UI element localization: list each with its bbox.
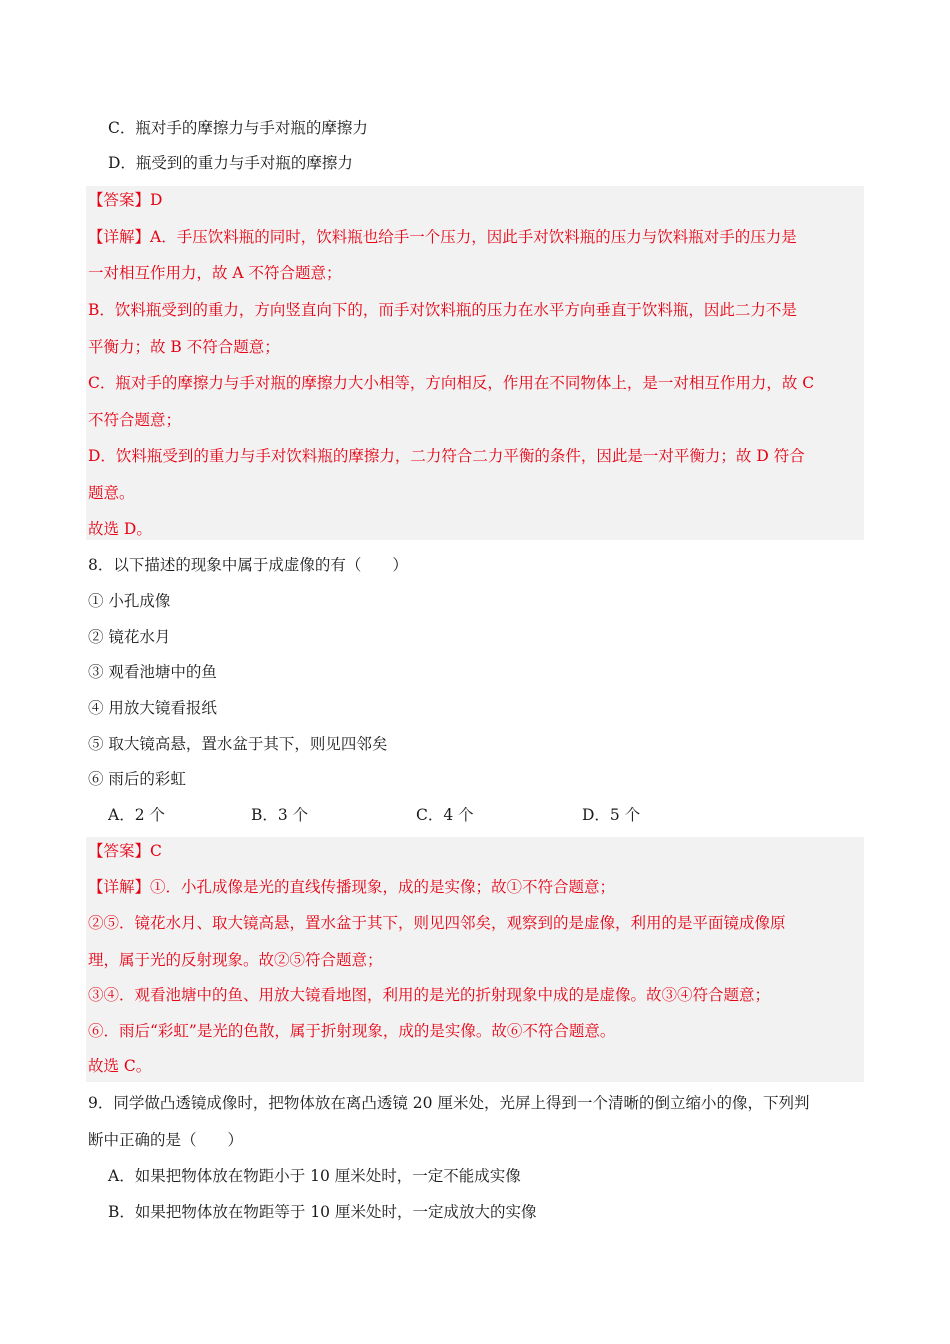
q8-analysis-line: ⑥．雨后“彩虹”是光的色散，属于折射现象，成的是实像。故⑥不符合题意。 bbox=[88, 1022, 616, 1040]
q8-option-d: D．5 个 bbox=[582, 806, 641, 824]
q8-analysis-line: ③④．观看池塘中的鱼、用放大镜看地图，利用的是光的折射现象中成的是虚像。故③④符合题意； bbox=[88, 986, 771, 1004]
q8-item: ③ 观看池塘中的鱼 bbox=[88, 663, 217, 681]
q8-option-c: C．4 个 bbox=[416, 806, 474, 824]
q8-analysis-line: 故选 C。 bbox=[88, 1057, 152, 1075]
q7-analysis-line: C．瓶对手的摩擦力与手对瓶的摩擦力大小相等，方向相反，作用在不同物体上，是一对相互作用力，故 C bbox=[88, 374, 815, 392]
q8-item: ⑥ 雨后的彩虹 bbox=[88, 770, 186, 788]
q7-analysis-line: 【详解】A．手压饮料瓶的同时，饮料瓶也给手一个压力，因此手对饮料瓶的压力与饮料瓶对手的压力是 bbox=[88, 228, 797, 246]
q7-analysis-line: 平衡力；故 B 不符合题意； bbox=[88, 338, 280, 356]
q9-option-a: A．如果把物体放在物距小于 10 厘米处时，一定不能成实像 bbox=[108, 1167, 521, 1185]
q7-analysis-line: 一对相互作用力，故 A 不符合题意； bbox=[88, 264, 342, 282]
q7-analysis-line: D．饮料瓶受到的重力与手对饮料瓶的摩擦力，二力符合二力平衡的条件，因此是一对平衡力；故 D 符合 bbox=[88, 447, 805, 465]
q7-analysis-line: 题意。 bbox=[88, 484, 135, 502]
q7-analysis-line: 故选 D。 bbox=[88, 520, 152, 538]
q8-answer: 【答案】C bbox=[88, 842, 162, 860]
q7-option-d: D．瓶受到的重力与手对瓶的摩擦力 bbox=[108, 154, 353, 172]
q8-analysis-line: 【详解】①．小孔成像是光的直线传播现象，成的是实像；故①不符合题意； bbox=[88, 878, 616, 896]
q8-option-b: B．3 个 bbox=[251, 806, 309, 824]
q9-stem: 9．同学做凸透镜成像时，把物体放在离凸透镜 20 厘米处，光屏上得到一个清晰的倒立缩小的像，下列判 bbox=[88, 1094, 810, 1112]
q9-option-b: B．如果把物体放在物距等于 10 厘米处时，一定成放大的实像 bbox=[108, 1203, 537, 1221]
q8-item: ⑤ 取大镜高悬，置水盆于其下，则见四邻矣 bbox=[88, 735, 388, 753]
q8-item: ① 小孔成像 bbox=[88, 592, 171, 610]
q8-analysis-line: ②⑤．镜花水月、取大镜高悬，置水盆于其下，则见四邻矣，观察到的是虚像，利用的是平面镜成像原 bbox=[88, 914, 786, 932]
q8-analysis-line: 理，属于光的反射现象。故②⑤符合题意； bbox=[88, 951, 383, 969]
q8-option-a: A．2 个 bbox=[108, 806, 165, 824]
q7-answer: 【答案】D bbox=[88, 191, 163, 209]
q8-item: ② 镜花水月 bbox=[88, 628, 171, 646]
q7-analysis-line: B．饮料瓶受到的重力，方向竖直向下的，而手对饮料瓶的压力在水平方向垂直于饮料瓶，因此二力不是 bbox=[88, 301, 797, 319]
q8-stem: 8．以下描述的现象中属于成虚像的有（ ） bbox=[88, 556, 408, 574]
q9-stem: 断中正确的是（ ） bbox=[88, 1131, 244, 1149]
q7-option-c: C．瓶对手的摩擦力与手对瓶的摩擦力 bbox=[108, 119, 368, 137]
q8-item: ④ 用放大镜看报纸 bbox=[88, 699, 217, 717]
q7-analysis-line: 不符合题意； bbox=[88, 411, 182, 429]
